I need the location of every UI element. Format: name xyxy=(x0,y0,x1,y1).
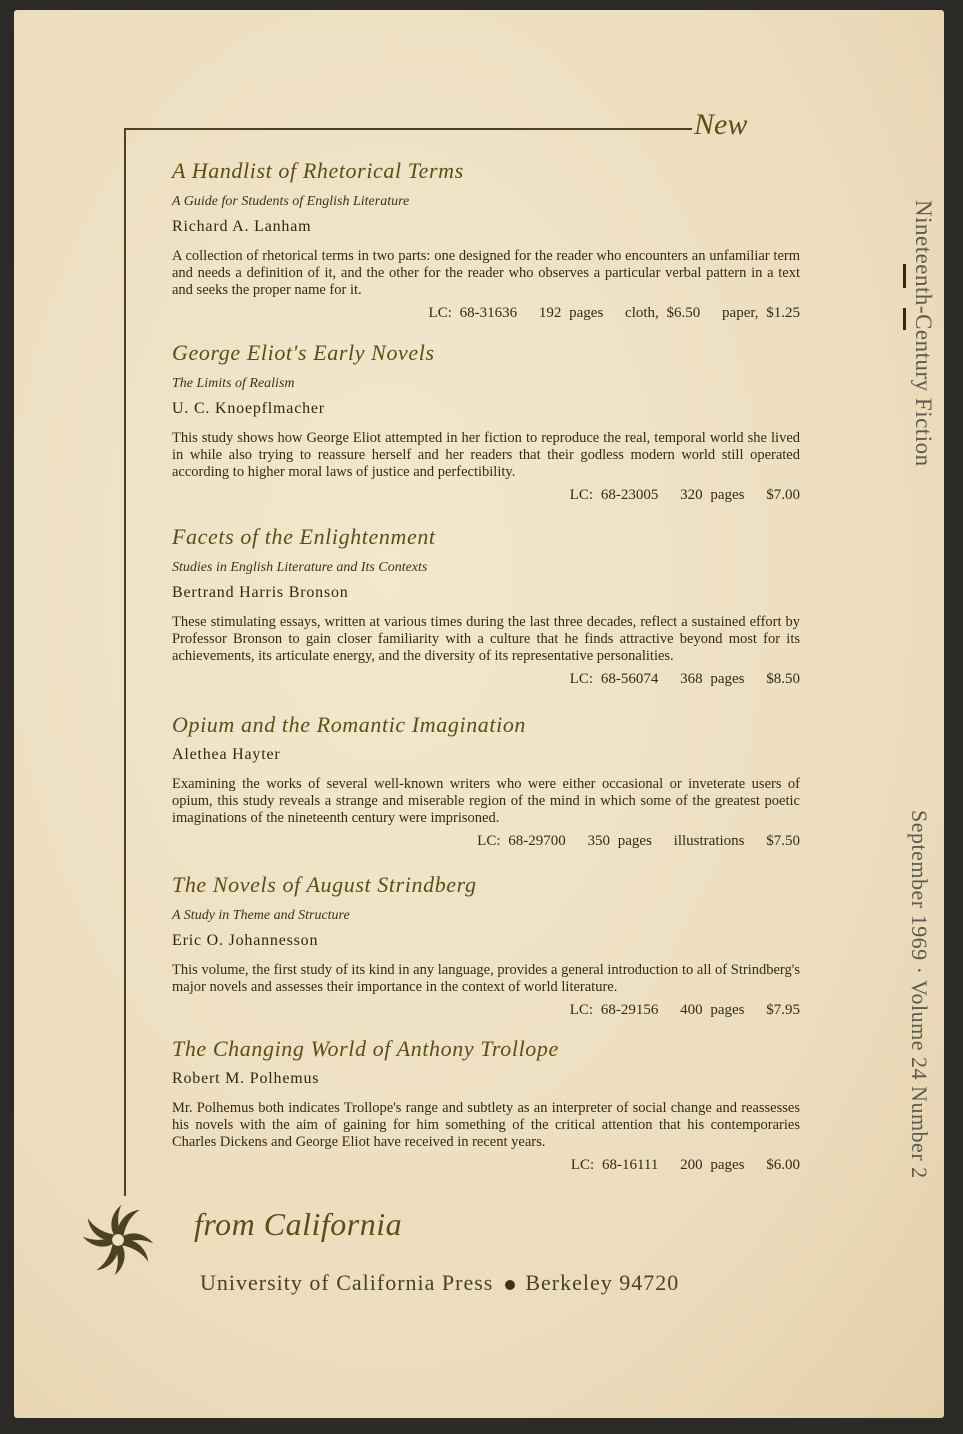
book-author: Robert M. Polhemus xyxy=(172,1070,320,1087)
book-author: Richard A. Lanham xyxy=(172,218,312,235)
pinwheel-logo-icon xyxy=(76,1198,160,1282)
publisher-name: University of California Press xyxy=(200,1270,494,1295)
book-lc-number: LC: 68-29156 xyxy=(569,1002,659,1018)
book-subtitle: A Guide for Students of English Literature xyxy=(172,194,410,209)
book-price-paper: paper, $1.25 xyxy=(722,305,800,321)
frame-left-rule xyxy=(124,128,126,1196)
book-author: Eric O. Johannesson xyxy=(172,932,319,949)
book-price: $7.00 xyxy=(766,487,800,503)
book-description: This volume, the first study of its kind in any language, provides a general introduction to all of Strindberg's major novels and assesses their importance in the context of world literature. xyxy=(172,962,800,995)
book-description: Examining the works of several well-known writers who were either occasional or inveterate users of opium, this study reveals a strange and miserable region of the mind in which some of the greatest poetic imaginations of the nineteenth century were imprisoned. xyxy=(172,776,800,826)
spine-tick-mark xyxy=(903,308,906,330)
spine-journal-title: Nineteenth-Century Fiction xyxy=(911,200,936,467)
book-details xyxy=(172,1002,800,1019)
book-pages: 200 pages xyxy=(680,1157,745,1173)
book-details xyxy=(172,671,800,688)
book-title: Opium and the Romantic Imagination xyxy=(172,712,527,737)
book-subtitle: The Limits of Realism xyxy=(172,376,295,391)
book-lc-number: LC: 68-23005 xyxy=(569,487,659,503)
book-entry-6 xyxy=(172,1036,800,1174)
frame-top-rule xyxy=(124,128,692,130)
book-title: The Novels of August Strindberg xyxy=(172,872,477,897)
publisher-city: Berkeley 94720 xyxy=(525,1270,680,1295)
book-lc-number: LC: 68-56074 xyxy=(569,671,659,687)
book-price-cloth: cloth, $6.50 xyxy=(625,305,701,321)
journal-back-cover xyxy=(14,10,944,1418)
book-price: $7.95 xyxy=(766,1002,800,1018)
from-california-tagline: from California xyxy=(194,1206,403,1242)
book-author: Alethea Hayter xyxy=(172,746,281,763)
book-pages: 192 pages xyxy=(538,305,604,321)
book-entry-1 xyxy=(172,158,800,322)
book-entry-5 xyxy=(172,872,800,1019)
spine-tick-mark xyxy=(903,264,906,288)
book-lc-number: LC: 68-16111 xyxy=(570,1157,659,1173)
book-price: $8.50 xyxy=(766,671,800,687)
book-illustrations: illustrations xyxy=(673,833,745,849)
book-author: U. C. Knoepflmacher xyxy=(172,400,325,417)
book-details xyxy=(172,1157,800,1174)
book-description: This study shows how George Eliot attempted in her fiction to reproduce the real, temporal world she lived in while also trying to reassure herself and her readers that their godless modern world still operated according to higher moral laws of justice and perfectibility. xyxy=(172,430,800,480)
book-title: A Handlist of Rhetorical Terms xyxy=(172,158,464,183)
book-title: The Changing World of Anthony Trollope xyxy=(172,1036,559,1061)
book-pages: 368 pages xyxy=(680,671,745,687)
book-pages: 350 pages xyxy=(587,833,652,849)
book-pages: 400 pages xyxy=(680,1002,745,1018)
book-description: Mr. Polhemus both indicates Trollope's range and subtlety as an interpreter of social change and reassesses his novels with the aim of gaining for him something of the critical attention that his contemporaries Charles Dickens and George Eliot have received in recent years. xyxy=(172,1100,800,1150)
book-price: $6.00 xyxy=(766,1157,800,1173)
book-title: George Eliot's Early Novels xyxy=(172,340,435,365)
book-author: Bertrand Harris Bronson xyxy=(172,584,349,601)
book-price: $7.50 xyxy=(766,833,800,849)
book-entry-2 xyxy=(172,340,800,504)
spine-issue-info: September 1969 · Volume 24 Number 2 xyxy=(907,810,932,1179)
publisher-line xyxy=(200,1270,679,1296)
book-entry-4 xyxy=(172,712,800,850)
new-label: New xyxy=(694,108,748,141)
book-lc-number: LC: 68-29700 xyxy=(477,833,566,849)
bullet-separator xyxy=(505,1280,515,1290)
book-lc-number: LC: 68-31636 xyxy=(428,305,518,321)
book-description: These stimulating essays, written at various times during the last three decades, reflect a sustained effort by Professor Bronson to gain closer familiarity with a culture that he finds attractive beyond most for its achievements, its articulate energy, and the diversity of its representative personalities. xyxy=(172,614,800,664)
book-subtitle: Studies in English Literature and Its Contexts xyxy=(172,560,428,575)
book-pages: 320 pages xyxy=(680,487,745,503)
book-details xyxy=(172,305,800,322)
book-details xyxy=(172,833,800,850)
book-subtitle: A Study in Theme and Structure xyxy=(172,908,350,923)
book-entry-3 xyxy=(172,524,800,688)
book-title: Facets of the Enlightenment xyxy=(172,524,436,549)
book-description: A collection of rhetorical terms in two parts: one designed for the reader who encounters an unfamiliar term and needs a definition of it, and the other for the reader who observes a particular verbal pattern in a text and seeks the proper name for it. xyxy=(172,248,800,298)
book-details xyxy=(172,487,800,504)
